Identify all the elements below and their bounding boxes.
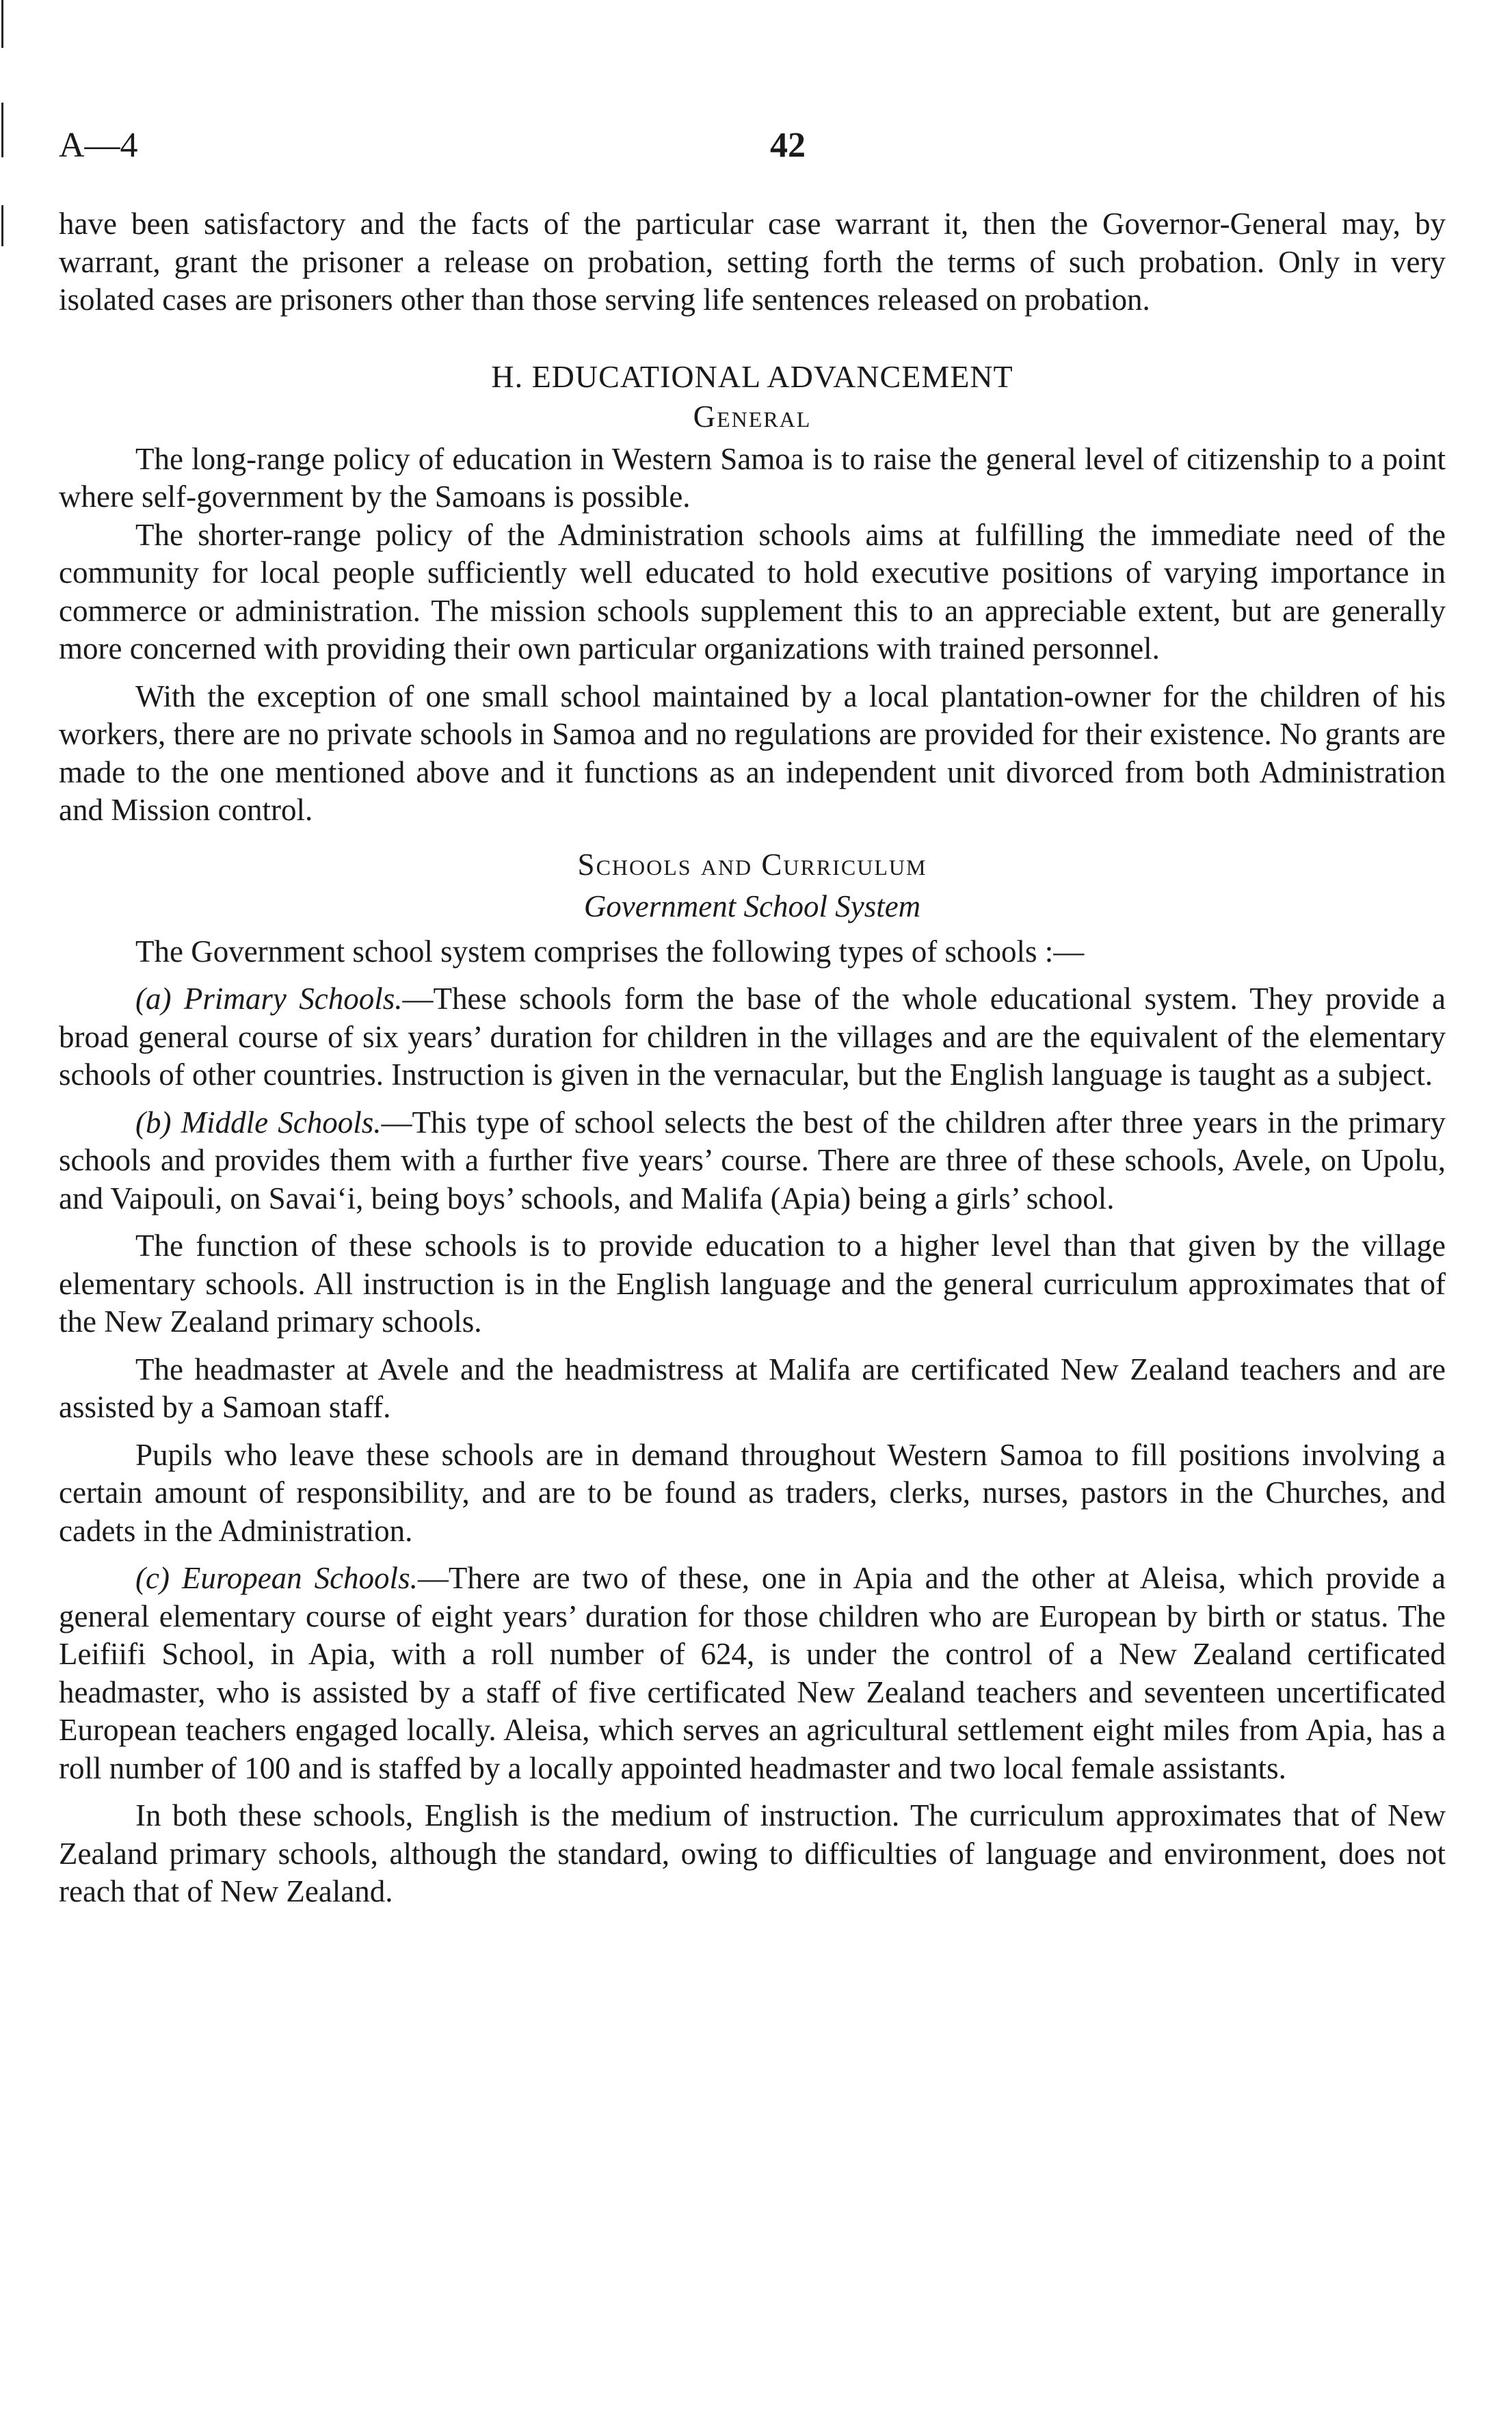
general-paragraph: The long-range policy of education in Western Samoa is to raise the general level of citizenship to a point where self-government by the Samoans is possible. (59, 441, 1446, 514)
subsection-schools-heading: Schools and Curriculum (577, 847, 927, 882)
document-reference: A—4 (59, 126, 138, 165)
intro-paragraph: have been satisfactory and the facts of the particular case warrant it, then the Governor-General may, by warrant, grant the prisoner a release on probation, setting forth the terms of such probation. Only in very isolated cases are prisoners other than those serving life sentences released on probation. (59, 207, 1446, 317)
subsection-general-heading: General (693, 399, 812, 434)
european-label: (c) (135, 1561, 170, 1595)
primary-title: Primary Schools. (183, 982, 403, 1016)
middle-title: Middle Schools. (181, 1105, 382, 1140)
system-intro-paragraph: The Government school system comprises the following types of schools :— (135, 934, 1085, 969)
general-paragraph: With the exception of one small school maintained by a local plantation-owner for the children of his workers, there are no private schools in Samoa and no regulations are provided for their existence. No grants are made to the one mentioned above and it functions as an independent unit divorced from both Administration and Mission control. (59, 679, 1446, 827)
closing-paragraph: In both these schools, English is the medium of instruction. The curriculum approximates that of New Zealand primary schools, although the standard, owing to difficulties of language and environment, does not reach that of New Zealand. (59, 1798, 1446, 1908)
middle-paragraph: Pupils who leave these schools are in demand throughout Western Samoa to fill positions involving a certain amount of responsibility, and are to be found as traders, clerks, nurses, pastors in the Churches, and cadets in the Administration. (59, 1437, 1446, 1548)
european-schools-paragraph (59, 1560, 1446, 1787)
middle-text: —This type of school selects the best of the children after three years in the primary schools and provides them with a further five years’ course. There are three of these schools, Avele, on Upolu, and Vaipouli, on Savai‘i, being boys’ schools, and Malifa (Apia) being a girls’ school. (59, 1105, 1446, 1215)
scan-edge-mark (1, 205, 3, 246)
middle-paragraph: The headmaster at Avele and the headmistress at Malifa are certificated New Zealand teachers and are assisted by a Samoan staff. (59, 1352, 1446, 1424)
middle-paragraph: The function of these schools is to provide education to a higher level than that given by the village elementary schools. All instruction is in the English language and the general curriculum approximates that of the New Zealand primary schools. (59, 1228, 1446, 1339)
middle-schools-paragraph (59, 1104, 1446, 1218)
section-title: H. EDUCATIONAL ADVANCEMENT (491, 358, 1013, 394)
european-title: European Schools. (181, 1561, 418, 1595)
primary-schools-paragraph (59, 980, 1446, 1094)
subsection-system-heading: Government School System (583, 889, 921, 923)
page-header (59, 122, 1454, 170)
european-text: —There are two of these, one in Apia and the other at Aleisa, which provide a general elementary course of eight years’ duration for those children who are European by birth or status. The Leifiifi School, in Apia, with a roll number of 624, is under the control of a New Zealand certificated headmaster, who is assisted by a staff of five certificated New Zealand teachers and seventeen uncertificated European teachers engaged locally. Aleisa, which serves an agricultural settlement eight miles from Apia, has a roll number of 100 and is staffed by a locally appointed headmaster and two local female assistants. (59, 1561, 1446, 1785)
middle-label: (b) (135, 1105, 172, 1140)
page-number: 42 (770, 126, 806, 165)
scan-edge-mark (1, 0, 3, 48)
primary-label: (a) (135, 982, 172, 1016)
scan-edge-mark (1, 103, 3, 157)
primary-text: —These schools form the base of the whole educational system. They provide a broad general course of six years’ duration for children in the villages and are the equivalent of the elementary schools of other countries. Instruction is given in the vernacular, but the English language is taught as a subject. (59, 982, 1446, 1092)
general-paragraph: The shorter-range policy of the Administration schools aims at fulfilling the immediate need of the community for local people sufficiently well educated to hold executive positions of varying importance in commerce or administration. The mission schools supplement this to an appreciable extent, but are generally more concerned with providing their own particular organizations with trained personnel. (59, 517, 1446, 666)
page-body (59, 205, 1446, 1911)
